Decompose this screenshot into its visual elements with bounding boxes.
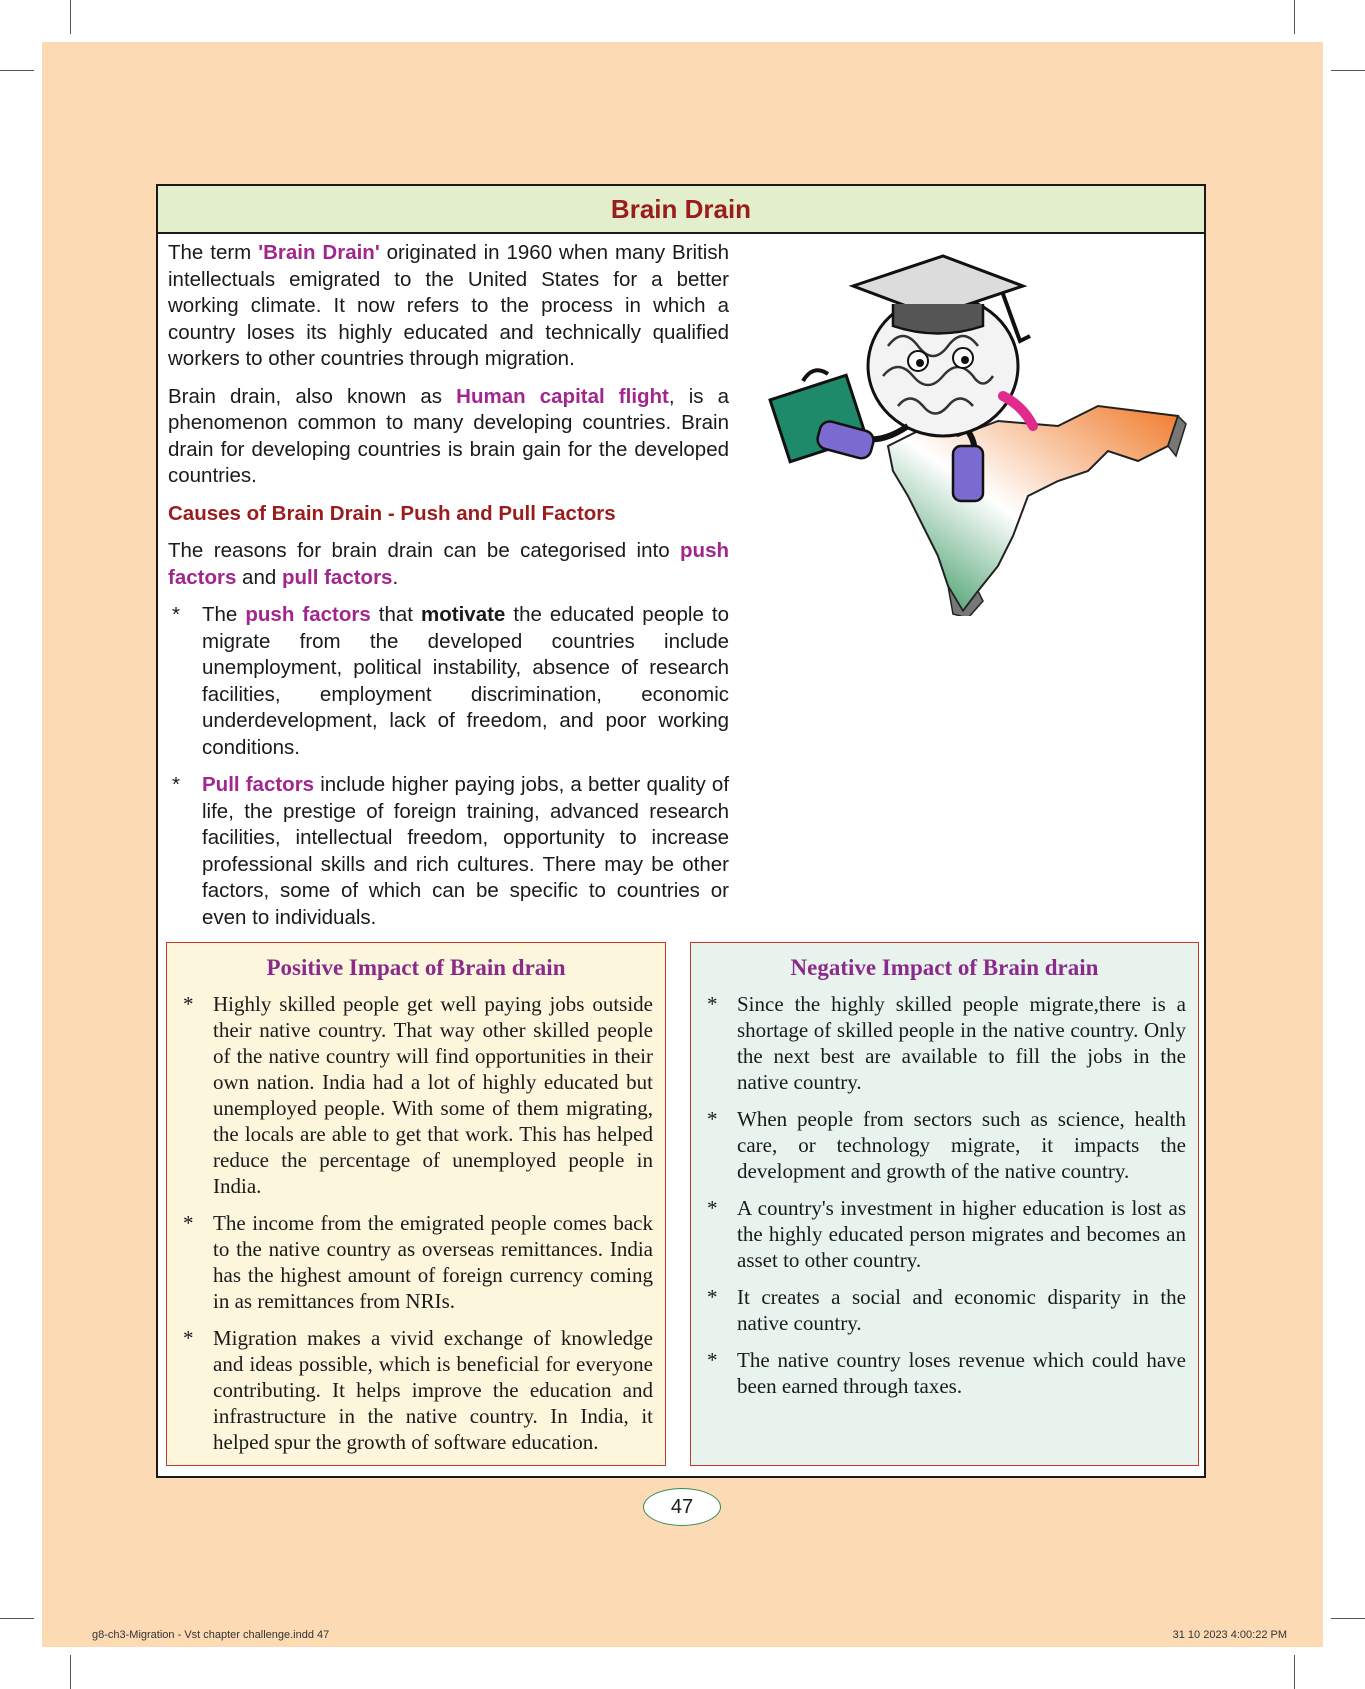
bullet-star-icon: * [172, 773, 180, 796]
bullet-star-icon: * [707, 1348, 718, 1372]
brain-drain-illustration [758, 246, 1198, 616]
negative-impact-box [690, 942, 1199, 1466]
crop-mark [70, 1655, 71, 1689]
push-factors-bullet: * The push factors that motivate the educated people to migrate from the developed countries include unemployment, political instability, absence of research facilities, employment discrimination, economic underdevelopment, lack of freedom, and poor working conditions. [172, 603, 729, 759]
page-title: Brain Drain [610, 193, 752, 224]
bullet-star-icon: * [707, 1107, 718, 1131]
list-item: * It creates a social and economic disparity in the native country. [707, 1285, 1186, 1335]
list-item: * Migration makes a vivid exchange of knowledge and ideas possible, which is beneficial for everyone contributing. It helps improve the education and infrastructure in the native country. In India, it helped spur the growth of software education. [183, 1326, 653, 1454]
page-number: 47 [643, 1488, 721, 1526]
brain-drain-box [156, 184, 1206, 1478]
list-item: * Since the highly skilled people migrate,there is a shortage of skilled people in the native country. Only the next best are available to fill the jobs in the native country. [707, 992, 1186, 1094]
causes-intro: The reasons for brain drain can be categorised into push factors and pull factors. [168, 539, 729, 589]
list-item: * The income from the emigrated people comes back to the native country as overseas remittances. India has the highest amount of foreign currency coming in as remittances from NRIs. [183, 1211, 653, 1313]
positive-impact-heading: Positive Impact of Brain drain [266, 955, 566, 980]
bullet-star-icon: * [707, 1196, 718, 1220]
crop-mark [0, 1618, 34, 1619]
causes-heading: Causes of Brain Drain - Push and Pull Factors [168, 501, 616, 525]
list-item: * When people from sectors such as science, health care, or technology migrate, it impacts the development and growth of the native country. [707, 1107, 1186, 1183]
title-bar [158, 186, 1204, 234]
negative-impact-heading: Negative Impact of Brain drain [790, 955, 1099, 980]
crop-mark [70, 0, 71, 34]
bullet-star-icon: * [172, 603, 180, 626]
positive-impact-box [166, 942, 666, 1466]
intro-paragraph-1: The term 'Brain Drain' originated in 1960 when many British intellectuals emigrated to the United States for a better working climate. It now refers to the process in which a country loses its highly educated and technically qualified workers to other countries through migration. [168, 241, 730, 370]
bullet-star-icon: * [707, 992, 718, 1016]
crop-mark [1331, 70, 1365, 71]
slug-timestamp: 31 10 2023 4:00:22 PM [1172, 1629, 1287, 1641]
india-map-icon [888, 406, 1186, 616]
list-item: * The native country loses revenue which could have been earned through taxes. [707, 1348, 1186, 1398]
slug-filename: g8-ch3-Migration - Vst chapter challenge.indd 47 [92, 1629, 330, 1641]
bullet-star-icon: * [183, 1211, 194, 1235]
pull-factors-bullet: * Pull factors include higher paying jobs, a better quality of life, the prestige of foreign training, advanced research facilities, intellectual freedom, opportunity to increase professional skills and rich cultures. There may be other factors, some of which can be specific to countries or even to individuals. [172, 773, 730, 929]
intro-paragraph-2: Brain drain, also known as Human capital flight, is a phenomenon common to many developing countries. Brain drain for developing countries is brain gain for the developed countries. [168, 384, 729, 487]
list-item: * A country's investment in higher education is lost as the highly educated person migrates and becomes an asset to other country. [707, 1196, 1186, 1272]
bullet-star-icon: * [707, 1285, 718, 1309]
term-brain-drain: 'Brain Drain' [258, 241, 380, 264]
term-human-capital-flight: Human capital flight [456, 384, 669, 408]
crop-mark [1331, 1618, 1365, 1619]
intro-column [168, 240, 729, 942]
crop-mark [1294, 0, 1295, 34]
bullet-star-icon: * [183, 1326, 194, 1350]
bullet-star-icon: * [183, 992, 194, 1016]
crop-mark [1294, 1655, 1295, 1689]
list-item: * Highly skilled people get well paying jobs outside their native country. That way other skilled people of the native country will find opportunities in their own nation. India had a lot of highly educated but unemployed people. With some of them migrating, the locals are able to get that work. This has helped reduce the percentage of unemployed people in India. [183, 992, 653, 1198]
crop-mark [0, 70, 34, 71]
